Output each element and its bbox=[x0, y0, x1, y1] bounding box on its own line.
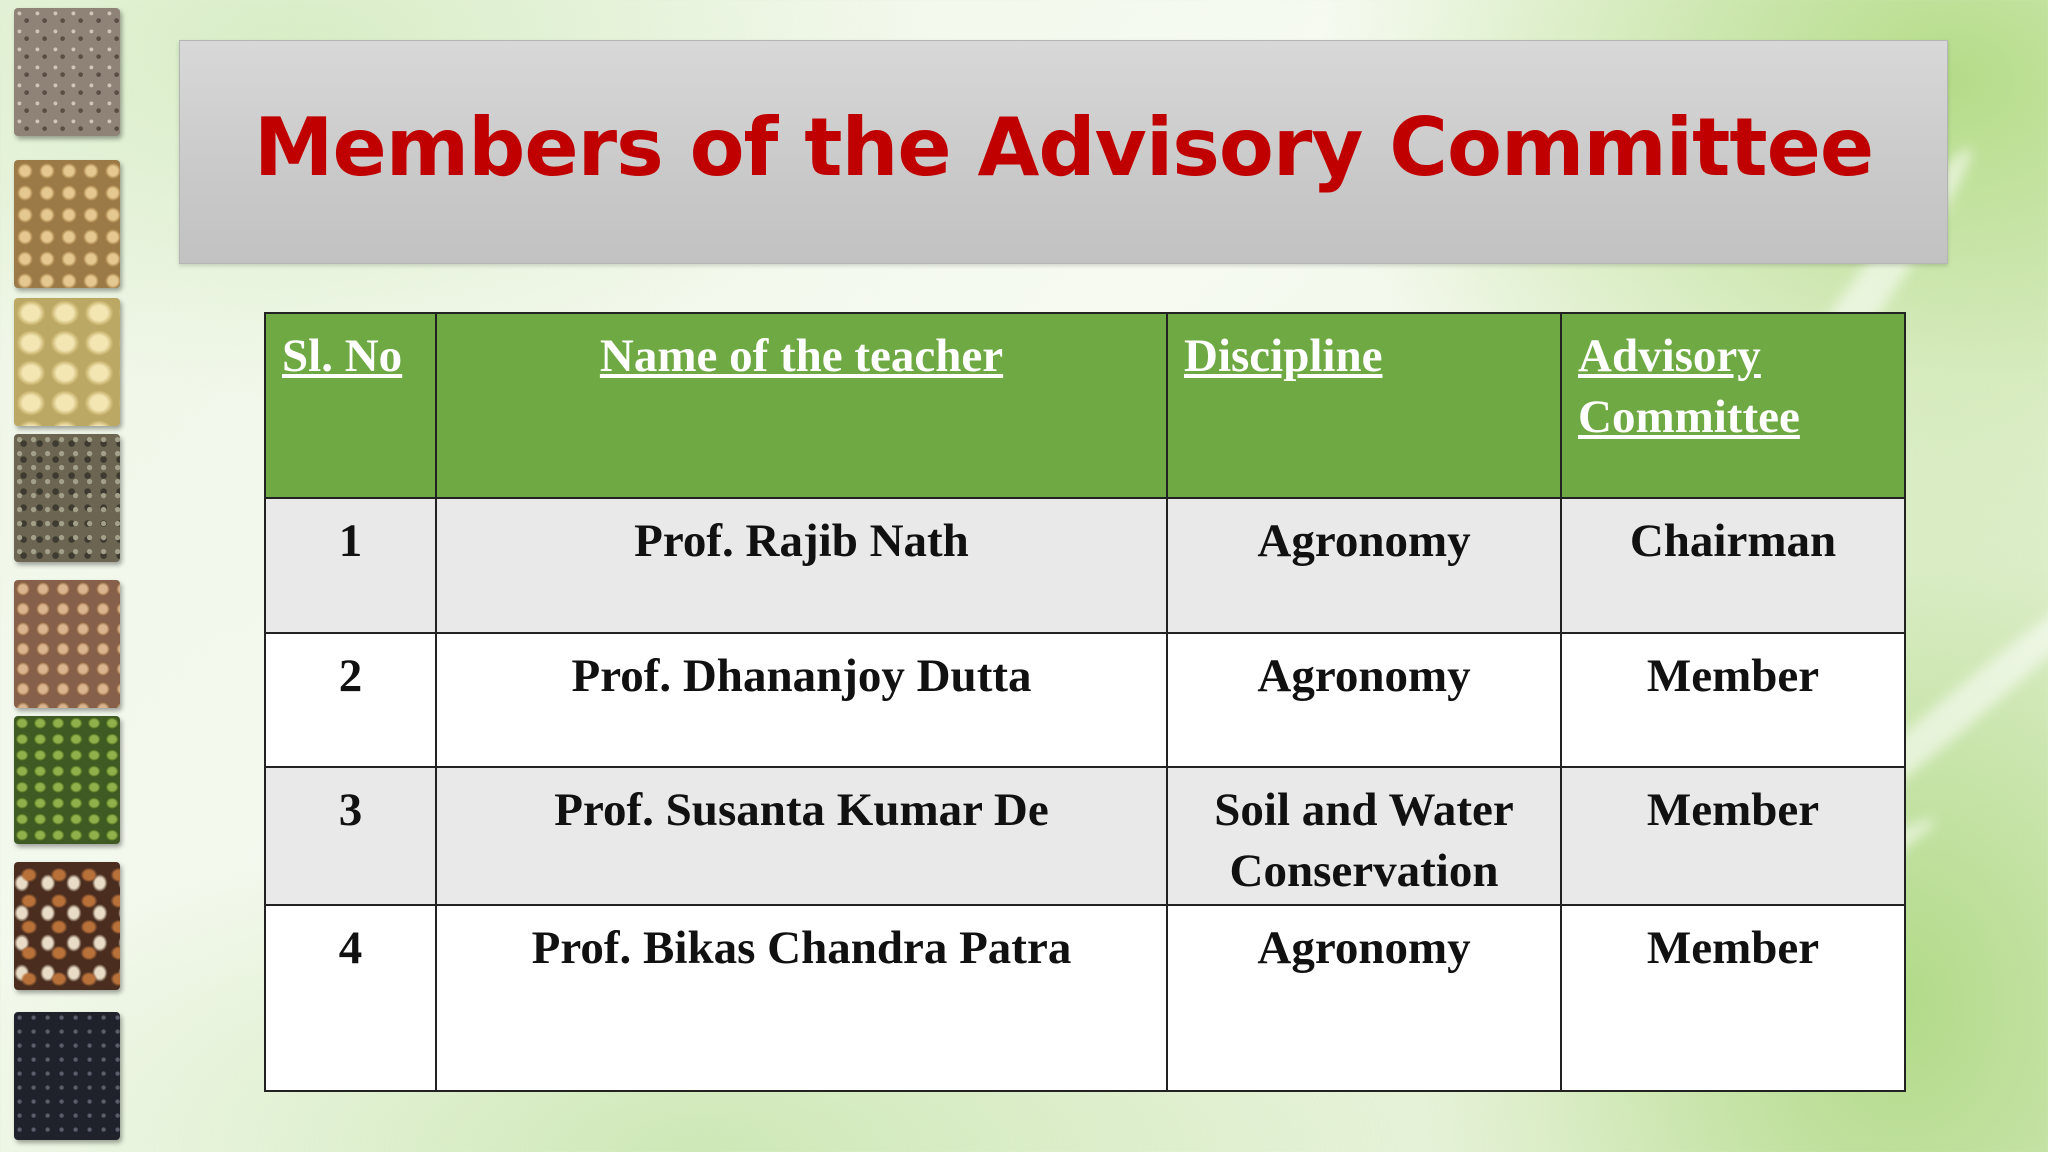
table-row bbox=[265, 498, 1905, 633]
cell-teacher-name: Prof. Susanta Kumar De bbox=[436, 767, 1167, 905]
cell-sl-no: 3 bbox=[265, 767, 436, 905]
header-discipline: Discipline bbox=[1167, 313, 1561, 498]
black-eyed-seeds-image bbox=[14, 8, 120, 136]
cell-committee-role: Member bbox=[1561, 767, 1905, 905]
cell-teacher-name: Prof. Rajib Nath bbox=[436, 498, 1167, 633]
chickpeas-image bbox=[14, 160, 120, 288]
speckled-seeds-image bbox=[14, 434, 120, 562]
cell-teacher-name: Prof. Bikas Chandra Patra bbox=[436, 905, 1167, 1091]
white-beans-image bbox=[14, 298, 120, 426]
cell-sl-no: 4 bbox=[265, 905, 436, 1091]
cell-discipline: Agronomy bbox=[1167, 498, 1561, 633]
seed-image-strip bbox=[10, 0, 120, 1152]
table-header-row bbox=[265, 313, 1905, 498]
pigeon-peas-image bbox=[14, 580, 120, 708]
advisory-committee-table bbox=[264, 312, 1906, 1092]
cell-committee-role: Member bbox=[1561, 633, 1905, 767]
header-advisory-committee: Advisory Committee bbox=[1561, 313, 1905, 498]
table-row bbox=[265, 905, 1905, 1091]
mixed-beans-image bbox=[14, 862, 120, 990]
page-title: Members of the Advisory Committee bbox=[253, 100, 1874, 194]
cell-committee-role: Member bbox=[1561, 905, 1905, 1091]
header-sl-no: Sl. No bbox=[265, 313, 436, 498]
table-row bbox=[265, 767, 1905, 905]
header-teacher-name: Name of the teacher bbox=[436, 313, 1167, 498]
table-row bbox=[265, 633, 1905, 767]
black-gram-image bbox=[14, 1012, 120, 1140]
cell-discipline: Agronomy bbox=[1167, 905, 1561, 1091]
cell-sl-no: 2 bbox=[265, 633, 436, 767]
cell-discipline: Agronomy bbox=[1167, 633, 1561, 767]
cell-teacher-name: Prof. Dhananjoy Dutta bbox=[436, 633, 1167, 767]
cell-committee-role: Chairman bbox=[1561, 498, 1905, 633]
cell-sl-no: 1 bbox=[265, 498, 436, 633]
title-banner bbox=[179, 40, 1948, 264]
green-mung-beans-image bbox=[14, 716, 120, 844]
cell-discipline: Soil and Water Conservation bbox=[1167, 767, 1561, 905]
